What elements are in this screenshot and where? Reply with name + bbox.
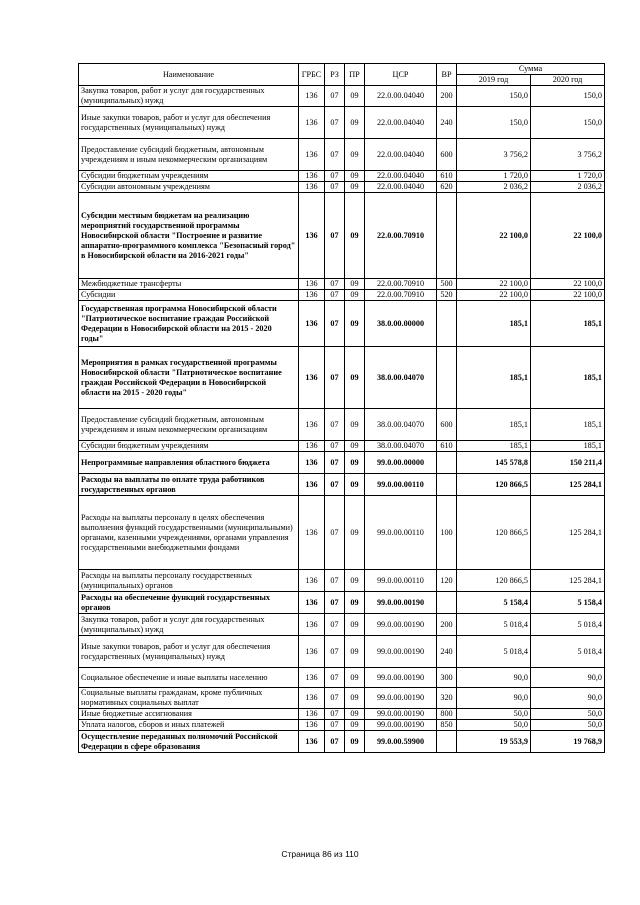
header-rz: РЗ: [325, 64, 345, 86]
cell-sum-2020: 22 100,0: [531, 290, 605, 301]
cell-rz: 07: [325, 709, 345, 720]
cell-vr: 800: [437, 709, 457, 720]
cell-grbs: 136: [299, 182, 325, 193]
table-row: [79, 668, 605, 688]
cell-sum-2019: 50,0: [457, 720, 531, 731]
cell-pr: 09: [345, 290, 365, 301]
table-row: [79, 171, 605, 182]
cell-pr: 09: [345, 709, 365, 720]
cell-grbs: 136: [299, 171, 325, 182]
cell-pr: 09: [345, 409, 365, 441]
cell-rz: 07: [325, 720, 345, 731]
cell-sum-2019: 3 756,2: [457, 139, 531, 171]
table-row: [79, 182, 605, 193]
cell-rz: 07: [325, 107, 345, 139]
cell-grbs: 136: [299, 193, 325, 279]
cell-sum-2020: 150,0: [531, 107, 605, 139]
cell-sum-2019: 5 158,4: [457, 592, 531, 614]
cell-vr: 610: [437, 171, 457, 182]
cell-vr: [437, 731, 457, 753]
cell-name: Закупка товаров, работ и услуг для государственных (муниципальных) нужд: [79, 86, 299, 107]
table-row: [79, 720, 605, 731]
table-row: [79, 193, 605, 279]
cell-sum-2019: 145 578,8: [457, 452, 531, 474]
cell-pr: 09: [345, 570, 365, 592]
cell-sum-2020: 5 018,4: [531, 614, 605, 636]
cell-sum-2020: 5 018,4: [531, 636, 605, 668]
cell-grbs: 136: [299, 614, 325, 636]
cell-rz: 07: [325, 592, 345, 614]
cell-grbs: 136: [299, 592, 325, 614]
cell-csr: 99.0.00.00110: [365, 570, 437, 592]
cell-vr: 500: [437, 279, 457, 290]
cell-grbs: 136: [299, 636, 325, 668]
cell-name: Субсидии автономным учреждениям: [79, 182, 299, 193]
cell-pr: 09: [345, 193, 365, 279]
cell-vr: [437, 592, 457, 614]
cell-sum-2020: 185,1: [531, 301, 605, 347]
cell-sum-2020: 185,1: [531, 409, 605, 441]
cell-grbs: 136: [299, 290, 325, 301]
cell-pr: 09: [345, 279, 365, 290]
table-row: [79, 731, 605, 753]
cell-name: Осуществление переданных полномочий Российской Федерации в сфере образования: [79, 731, 299, 753]
cell-sum-2019: 150,0: [457, 107, 531, 139]
cell-sum-2020: 5 158,4: [531, 592, 605, 614]
cell-sum-2020: 90,0: [531, 688, 605, 709]
cell-vr: 120: [437, 570, 457, 592]
cell-grbs: 136: [299, 107, 325, 139]
cell-name: Субсидии бюджетным учреждениям: [79, 171, 299, 182]
cell-sum-2019: 50,0: [457, 709, 531, 720]
cell-name: Социальные выплаты гражданам, кроме публичных нормативных социальных выплат: [79, 688, 299, 709]
cell-vr: 620: [437, 182, 457, 193]
cell-vr: 610: [437, 441, 457, 452]
cell-sum-2019: 19 553,9: [457, 731, 531, 753]
cell-rz: 07: [325, 636, 345, 668]
cell-rz: 07: [325, 193, 345, 279]
cell-name: Субсидии бюджетным учреждениям: [79, 441, 299, 452]
cell-sum-2020: 90,0: [531, 668, 605, 688]
cell-sum-2019: 150,0: [457, 86, 531, 107]
cell-sum-2019: 185,1: [457, 347, 531, 409]
cell-rz: 07: [325, 570, 345, 592]
table-row: [79, 441, 605, 452]
cell-sum-2019: 185,1: [457, 301, 531, 347]
cell-name: Расходы на выплаты по оплате труда работников государственных органов: [79, 474, 299, 496]
cell-grbs: 136: [299, 441, 325, 452]
table-row: [79, 614, 605, 636]
cell-csr: 99.0.00.00110: [365, 496, 437, 570]
cell-grbs: 136: [299, 570, 325, 592]
cell-pr: 09: [345, 474, 365, 496]
cell-pr: 09: [345, 731, 365, 753]
cell-csr: 99.0.00.00190: [365, 614, 437, 636]
cell-sum-2019: 185,1: [457, 409, 531, 441]
cell-name: Иные закупки товаров, работ и услуг для обеспечения государственных (муниципальных) нужд: [79, 107, 299, 139]
cell-pr: 09: [345, 441, 365, 452]
cell-sum-2020: 19 768,9: [531, 731, 605, 753]
cell-name: Предоставление субсидий бюджетным, автономным учреждениям и иным некоммерческим организациям: [79, 409, 299, 441]
header-vr: ВР: [437, 64, 457, 86]
cell-csr: 38.0.00.04070: [365, 441, 437, 452]
cell-vr: [437, 301, 457, 347]
cell-rz: 07: [325, 409, 345, 441]
table-row: [79, 107, 605, 139]
cell-vr: 200: [437, 86, 457, 107]
cell-name: Предоставление субсидий бюджетным, автономным учреждениям и иным некоммерческим организациям: [79, 139, 299, 171]
table-row: [79, 496, 605, 570]
table-row: [79, 452, 605, 474]
header-grbs: ГРБС: [299, 64, 325, 86]
cell-pr: 09: [345, 496, 365, 570]
cell-vr: 600: [437, 139, 457, 171]
cell-vr: 320: [437, 688, 457, 709]
cell-pr: 09: [345, 86, 365, 107]
cell-vr: 600: [437, 409, 457, 441]
cell-sum-2019: 120 866,5: [457, 570, 531, 592]
header-sum: Сумма: [457, 64, 605, 75]
cell-pr: 09: [345, 347, 365, 409]
table-row: [79, 347, 605, 409]
cell-rz: 07: [325, 731, 345, 753]
table-body: [79, 86, 605, 753]
cell-grbs: 136: [299, 731, 325, 753]
cell-sum-2020: 185,1: [531, 441, 605, 452]
cell-csr: 22.0.00.04040: [365, 171, 437, 182]
cell-name: Субсидии местным бюджетам на реализацию мероприятий государственной программы Новосибирской области "Построение и развитие аппаратно-программного комплекса "Безопасный город" в Новосибирской области на 2016-2021 годы": [79, 193, 299, 279]
cell-vr: 100: [437, 496, 457, 570]
cell-sum-2020: 22 100,0: [531, 193, 605, 279]
cell-csr: 99.0.00.00190: [365, 592, 437, 614]
cell-rz: 07: [325, 347, 345, 409]
cell-csr: 38.0.00.04070: [365, 409, 437, 441]
cell-sum-2019: 120 866,5: [457, 474, 531, 496]
cell-rz: 07: [325, 171, 345, 182]
cell-vr: [437, 347, 457, 409]
cell-rz: 07: [325, 452, 345, 474]
cell-pr: 09: [345, 668, 365, 688]
cell-name: Иные бюджетные ассигнования: [79, 709, 299, 720]
cell-sum-2019: 22 100,0: [457, 279, 531, 290]
cell-pr: 09: [345, 107, 365, 139]
cell-csr: 99.0.00.00190: [365, 668, 437, 688]
cell-sum-2020: 150,0: [531, 86, 605, 107]
cell-csr: 22.0.00.04040: [365, 107, 437, 139]
cell-sum-2020: 50,0: [531, 720, 605, 731]
table-row: [79, 592, 605, 614]
cell-csr: 22.0.00.04040: [365, 139, 437, 171]
table-row: [79, 570, 605, 592]
cell-pr: 09: [345, 636, 365, 668]
cell-pr: 09: [345, 688, 365, 709]
cell-grbs: 136: [299, 709, 325, 720]
cell-sum-2020: 125 284,1: [531, 496, 605, 570]
table-row: [79, 474, 605, 496]
cell-name: Расходы на обеспечение функций государственных органов: [79, 592, 299, 614]
cell-grbs: 136: [299, 409, 325, 441]
cell-csr: 38.0.00.04070: [365, 347, 437, 409]
cell-name: Мероприятия в рамках государственной программы Новосибирской области "Патриотическое воспитание граждан Российской Федерации в Новосибирской области на 2015 - 2020 годы": [79, 347, 299, 409]
cell-name: Социальное обеспечение и иные выплаты населению: [79, 668, 299, 688]
cell-grbs: 136: [299, 86, 325, 107]
cell-sum-2019: 185,1: [457, 441, 531, 452]
header-year-2020: 2020 год: [531, 75, 605, 86]
cell-name: Непрограммные направления областного бюджета: [79, 452, 299, 474]
cell-sum-2020: 150 211,4: [531, 452, 605, 474]
cell-grbs: 136: [299, 474, 325, 496]
cell-rz: 07: [325, 441, 345, 452]
cell-sum-2020: 185,1: [531, 347, 605, 409]
cell-pr: 09: [345, 139, 365, 171]
table-row: [79, 709, 605, 720]
cell-sum-2019: 5 018,4: [457, 636, 531, 668]
table-row: [79, 139, 605, 171]
header-name: Наименование: [79, 64, 299, 86]
cell-csr: 99.0.00.59900: [365, 731, 437, 753]
cell-name: Расходы на выплаты персоналу государственных (муниципальных) органов: [79, 570, 299, 592]
cell-csr: 99.0.00.00190: [365, 709, 437, 720]
cell-sum-2019: 5 018,4: [457, 614, 531, 636]
cell-name: Иные закупки товаров, работ и услуг для обеспечения государственных (муниципальных) нужд: [79, 636, 299, 668]
table-row: [79, 409, 605, 441]
budget-table: [78, 63, 605, 753]
cell-sum-2019: 22 100,0: [457, 290, 531, 301]
table-row: [79, 636, 605, 668]
cell-sum-2020: 50,0: [531, 709, 605, 720]
cell-sum-2019: 120 866,5: [457, 496, 531, 570]
table-row: [79, 279, 605, 290]
cell-rz: 07: [325, 668, 345, 688]
header-year-2019: 2019 год: [457, 75, 531, 86]
cell-csr: 99.0.00.00110: [365, 474, 437, 496]
cell-sum-2019: 1 720,0: [457, 171, 531, 182]
cell-vr: 200: [437, 614, 457, 636]
cell-rz: 07: [325, 614, 345, 636]
cell-vr: 240: [437, 107, 457, 139]
cell-pr: 09: [345, 171, 365, 182]
cell-rz: 07: [325, 86, 345, 107]
header-pr: ПР: [345, 64, 365, 86]
cell-grbs: 136: [299, 139, 325, 171]
cell-grbs: 136: [299, 301, 325, 347]
cell-name: Уплата налогов, сборов и иных платежей: [79, 720, 299, 731]
cell-pr: 09: [345, 720, 365, 731]
table-row: [79, 688, 605, 709]
cell-rz: 07: [325, 279, 345, 290]
cell-rz: 07: [325, 182, 345, 193]
cell-name: Закупка товаров, работ и услуг для государственных (муниципальных) нужд: [79, 614, 299, 636]
cell-sum-2019: 22 100,0: [457, 193, 531, 279]
cell-grbs: 136: [299, 720, 325, 731]
cell-sum-2020: 1 720,0: [531, 171, 605, 182]
cell-grbs: 136: [299, 452, 325, 474]
cell-name: Субсидии: [79, 290, 299, 301]
cell-vr: 850: [437, 720, 457, 731]
cell-csr: 99.0.00.00190: [365, 636, 437, 668]
cell-vr: [437, 474, 457, 496]
cell-rz: 07: [325, 139, 345, 171]
cell-rz: 07: [325, 688, 345, 709]
cell-csr: 22.0.00.70910: [365, 290, 437, 301]
cell-vr: 240: [437, 636, 457, 668]
table-row: [79, 301, 605, 347]
cell-vr: 300: [437, 668, 457, 688]
cell-grbs: 136: [299, 347, 325, 409]
cell-pr: 09: [345, 592, 365, 614]
cell-name: Межбюджетные трансферты: [79, 279, 299, 290]
cell-vr: [437, 452, 457, 474]
cell-rz: 07: [325, 290, 345, 301]
cell-pr: 09: [345, 301, 365, 347]
cell-vr: 520: [437, 290, 457, 301]
cell-csr: 99.0.00.00000: [365, 452, 437, 474]
cell-sum-2020: 3 756,2: [531, 139, 605, 171]
cell-grbs: 136: [299, 668, 325, 688]
cell-csr: 22.0.00.70910: [365, 279, 437, 290]
table-row: [79, 86, 605, 107]
cell-grbs: 136: [299, 279, 325, 290]
cell-csr: 22.0.00.70910: [365, 193, 437, 279]
cell-sum-2019: 90,0: [457, 688, 531, 709]
cell-pr: 09: [345, 182, 365, 193]
cell-csr: 22.0.00.04040: [365, 86, 437, 107]
header-csr: ЦСР: [365, 64, 437, 86]
cell-sum-2019: 2 036,2: [457, 182, 531, 193]
cell-sum-2020: 2 036,2: [531, 182, 605, 193]
cell-pr: 09: [345, 614, 365, 636]
cell-rz: 07: [325, 474, 345, 496]
cell-csr: 22.0.00.04040: [365, 182, 437, 193]
cell-sum-2020: 125 284,1: [531, 474, 605, 496]
cell-csr: 99.0.00.00190: [365, 688, 437, 709]
cell-pr: 09: [345, 452, 365, 474]
cell-rz: 07: [325, 301, 345, 347]
cell-vr: [437, 193, 457, 279]
cell-csr: 99.0.00.00190: [365, 720, 437, 731]
cell-grbs: 136: [299, 688, 325, 709]
cell-sum-2020: 22 100,0: [531, 279, 605, 290]
table-row: [79, 290, 605, 301]
cell-grbs: 136: [299, 496, 325, 570]
cell-sum-2019: 90,0: [457, 668, 531, 688]
cell-csr: 38.0.00.00000: [365, 301, 437, 347]
page-footer: Страница 86 из 110: [281, 849, 359, 859]
cell-name: Государственная программа Новосибирской области "Патриотическое воспитание граждан Российской Федерации в Новосибирской области на 2015 - 2020 годы": [79, 301, 299, 347]
cell-name: Расходы на выплаты персоналу в целях обеспечения выполнения функций государственными (муниципальными) органами, казенными учреждениями, органами управления государственными внебюджетными фондами: [79, 496, 299, 570]
cell-rz: 07: [325, 496, 345, 570]
cell-sum-2020: 125 284,1: [531, 570, 605, 592]
